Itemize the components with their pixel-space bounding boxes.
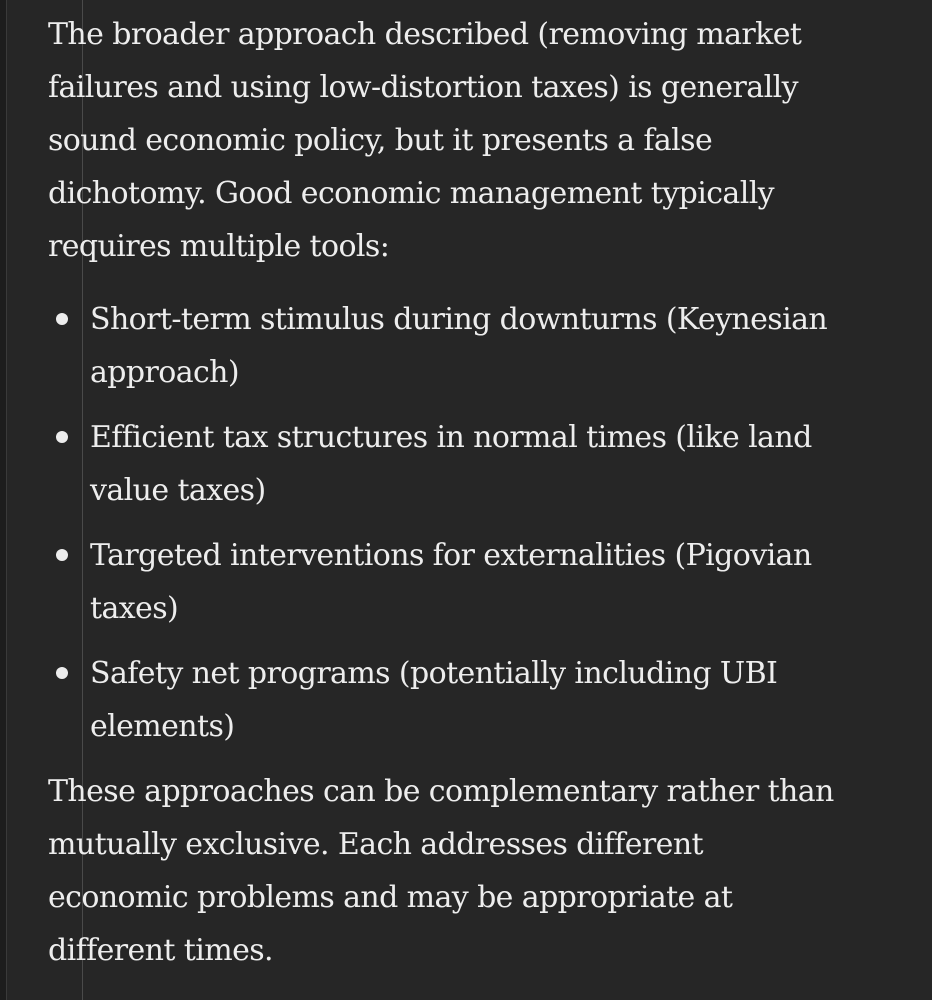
tools-list	[48, 293, 838, 753]
list-item-text: Targeted interventions for externalities (Pigovian taxes)	[90, 538, 812, 626]
intro-paragraph: The broader approach described (removing market failures and using low-distortion taxes) is generally sound economic policy, but it presents a false dichotomy. Good economic management typically requires multiple tools:	[48, 17, 802, 264]
bullet-icon	[56, 431, 68, 443]
list-item	[48, 529, 838, 635]
conclusion-paragraph: These approaches can be complementary rather than mutually exclusive. Each addresses different economic problems and may be appropriate at different times.	[48, 774, 834, 968]
list-item	[48, 411, 838, 517]
list-item	[48, 293, 838, 399]
list-item-text: Efficient tax structures in normal times (like land value taxes)	[90, 420, 812, 508]
bullet-icon	[56, 313, 68, 325]
list-item-text: Short-term stimulus during downturns (Keynesian approach)	[90, 302, 828, 390]
bullet-icon	[56, 549, 68, 561]
assistant-message-body	[48, 8, 838, 977]
window-border	[6, 0, 7, 1000]
list-item-text: Safety net programs (potentially including UBI elements)	[90, 656, 778, 744]
bullet-icon	[56, 667, 68, 679]
list-item	[48, 647, 838, 753]
